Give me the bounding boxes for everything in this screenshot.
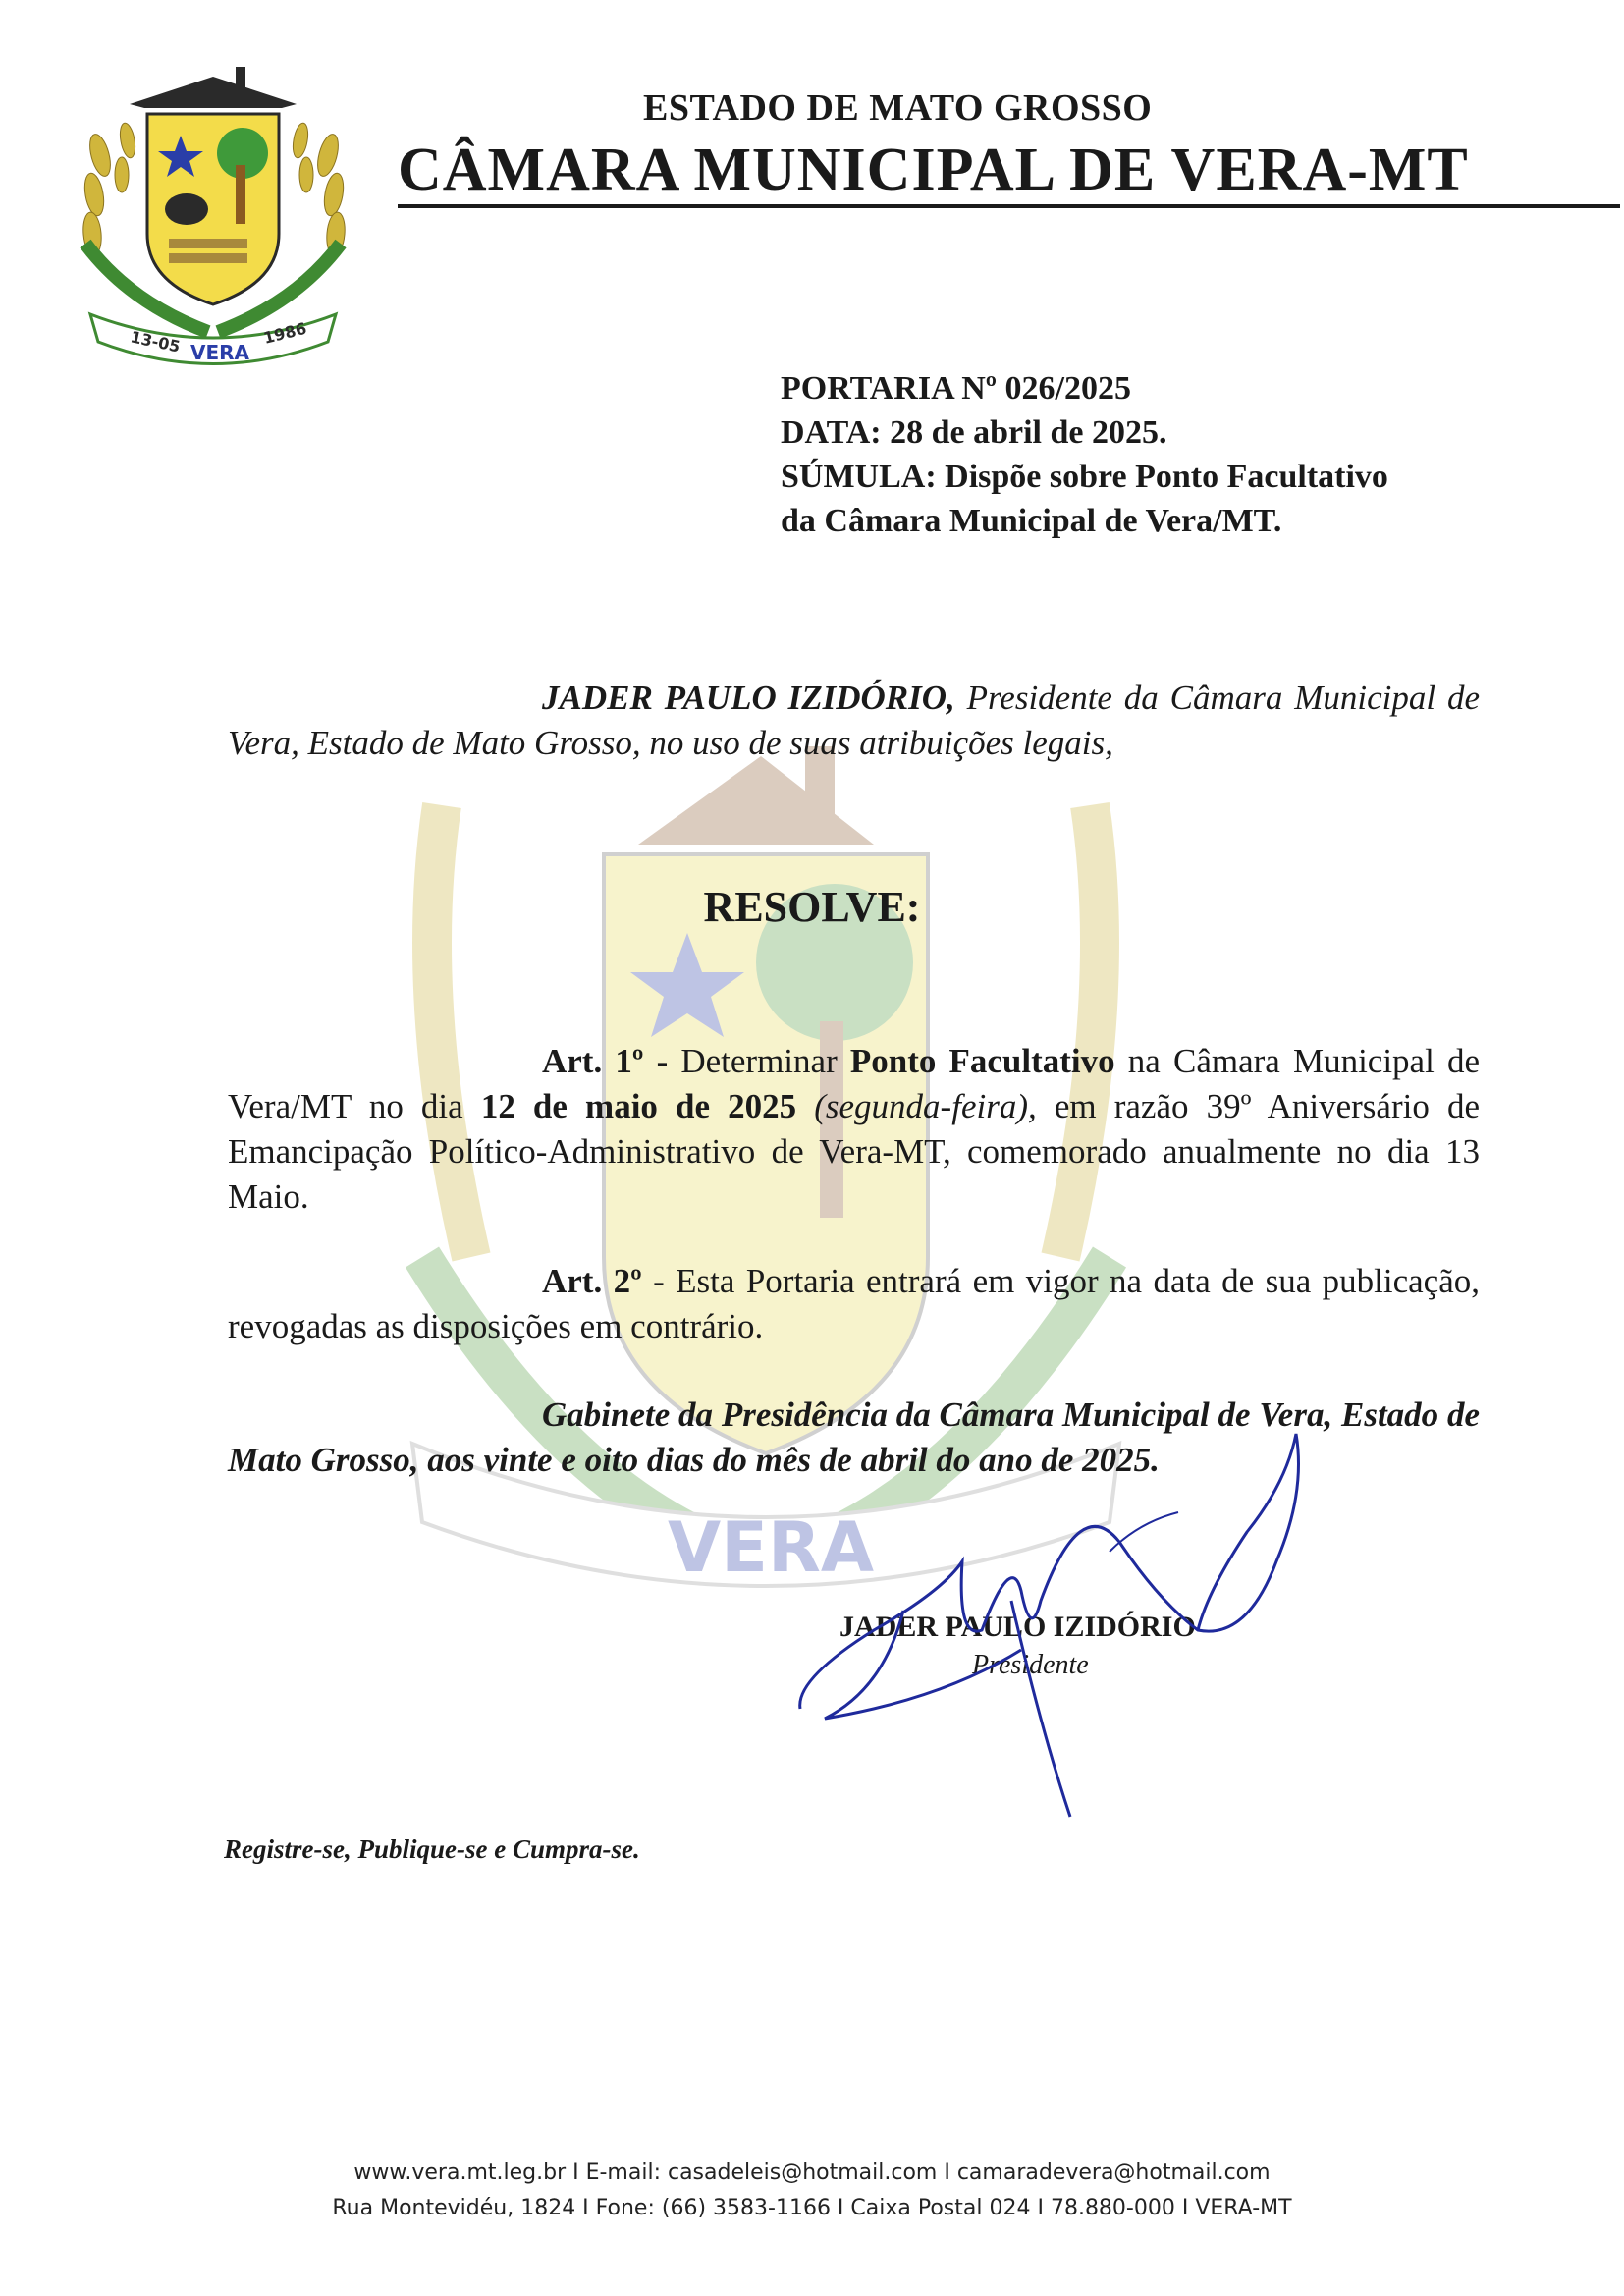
state-heading: ESTADO DE MATO GROSSO <box>643 87 1153 129</box>
chamber-heading: CÂMARA MUNICIPAL DE VERA-MT <box>398 137 1469 203</box>
signatory-role: Presidente <box>972 1650 1089 1680</box>
article-2 <box>228 1259 1480 1349</box>
article-1-text-c: em razão 39º Aniversário de Emancipação Político-Administrativo de Vera-MT, comemorado anualmente no dia 13 Maio. <box>228 1087 1480 1216</box>
signatory-name: JADER PAULO IZIDÓRIO <box>839 1611 1196 1643</box>
crest-date-left: 13-05 <box>129 327 183 356</box>
article-1-text-b: na Câmara Municipal de Vera/MT no dia <box>228 1042 1480 1125</box>
article-1-bold-a: Ponto Facultativo <box>849 1042 1115 1080</box>
portaria-sumula-line1: SÚMULA: Dispõe sobre Ponto Facultativo <box>781 459 1388 495</box>
registre-note: Registre-se, Publique-se e Cumpra-se. <box>224 1834 640 1864</box>
crest-date-right: 1986 <box>261 318 309 348</box>
municipal-crest-logo <box>71 47 355 371</box>
watermark-town: VERA <box>668 1507 875 1588</box>
president-name: JADER PAULO IZIDÓRIO, <box>542 679 955 717</box>
footer-contacts: www.vera.mt.leg.br I E-mail: casadeleis@hotmail.com I camaradevera@hotmail.com <box>353 2160 1271 2185</box>
article-2-text: - Esta Portaria entrará em vigor na data de sua publicação, revogadas as disposições em contrário. <box>228 1262 1480 1345</box>
article-1-weekday: (segunda-feira), <box>796 1087 1037 1125</box>
article-2-label: Art. 2º <box>542 1262 642 1300</box>
portaria-date: DATA: 28 de abril de 2025. <box>781 414 1167 451</box>
handwritten-signature <box>785 1404 1375 1846</box>
closing-paragraph: Gabinete da Presidência da Câmara Municipal de Vera, Estado de Mato Grosso, aos vinte e oito dias do mês de abril do ano de 2025. <box>228 1395 1480 1479</box>
header-divider <box>398 204 1620 208</box>
intro-text: Presidente da Câmara Municipal de Vera, Estado de Mato Grosso, no uso de suas atribuições legais, <box>228 679 1480 762</box>
article-1-text-a: - Determinar <box>643 1042 850 1080</box>
footer-address: Rua Montevidéu, 1824 I Fone: (66) 3583-1166 I Caixa Postal 024 I 78.880-000 I VERA-MT <box>332 2196 1292 2220</box>
portaria-number: PORTARIA Nº 026/2025 <box>781 370 1131 407</box>
crest-town: VERA <box>190 341 250 364</box>
article-1 <box>228 1039 1480 1220</box>
article-1-date: 12 de maio de 2025 <box>480 1087 797 1125</box>
article-1-label: Art. 1º <box>542 1042 644 1080</box>
portaria-sumula-line2: da Câmara Municipal de Vera/MT. <box>781 503 1282 539</box>
resolve-heading: RESOLVE: <box>703 883 921 931</box>
intro-paragraph <box>228 676 1480 766</box>
